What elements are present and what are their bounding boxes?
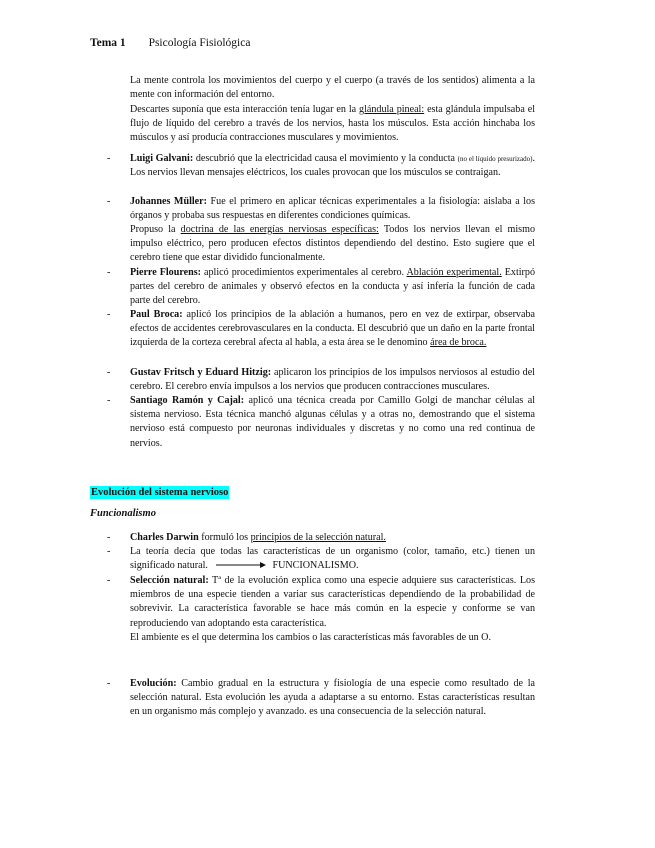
topic-title: Psicología Fisiológica	[148, 37, 251, 49]
topic-number: Tema 1	[90, 37, 126, 49]
item-text: Extirpó partes del cerebro de animales y observó efectos en la conducta y así infería la función de cada parte del cerebro.	[130, 267, 536, 307]
scientist-name: Johannes Müller:	[130, 196, 208, 207]
list-item-fritsch-hitzig	[130, 366, 535, 394]
glandula-pineal-term: glándula pineal:	[359, 104, 425, 115]
list-item-flourens	[130, 266, 535, 309]
item-text: Propuso la	[130, 224, 181, 235]
area-broca-term: área de broca.	[430, 337, 487, 349]
list-item-teoria	[130, 545, 535, 573]
intro-text: esta glándula impulsaba el flujo de líquido del cerebro a través de los nervios, hasta los músculos. Esta acción hinchaba los músculos y así producía contracciones musculares y movimientos.	[130, 104, 536, 144]
intro-text: Descartes suponía que esta interacción tenía lugar en la	[130, 104, 360, 115]
bullet-dash: -	[107, 267, 111, 278]
intro-paragraph-2	[130, 103, 535, 146]
list-item-darwin	[130, 531, 535, 545]
seleccion-natural-term: principios de la selección natural.	[250, 532, 386, 543]
bullet-dash: -	[107, 395, 111, 406]
page-header	[90, 37, 250, 49]
bullet-dash: -	[107, 196, 111, 207]
doctrine-term: doctrina de las energías nerviosas específicas:	[180, 224, 379, 235]
item-text: aplicaron los principios de los impulsos nerviosos al estudio del cerebro. El cerebro envía impulsos a los nervios que producen contracciones musculares.	[130, 367, 535, 393]
subsection-title: Funcionalismo	[90, 508, 156, 519]
bullet-dash: -	[107, 153, 111, 164]
item-text: . Los nervios llevan mensajes eléctricos, los cuales provocan que los músculos se contraigan.	[130, 153, 535, 179]
scientist-name: Gustav Fritsch y Eduard Hitzig:	[130, 367, 272, 378]
bullet-dash: -	[107, 678, 111, 689]
item-note: (no el líquido presurizado)	[457, 155, 533, 163]
list-item-seleccion	[130, 574, 535, 631]
scientist-name: Santiago Ramón y Cajal:	[130, 395, 245, 406]
item-text: La teoría decía que todas las características de un organismo (color, tamaño, etc.) tienen un significado natural.	[130, 546, 535, 572]
list-item-muller-doctrine	[130, 223, 535, 266]
list-item-broca	[130, 308, 535, 351]
item-text: descubrió que la electricidad causa el movimiento y la conducta	[193, 153, 458, 164]
item-text: formuló los	[198, 532, 251, 543]
concept-name: Evolución:	[130, 678, 177, 689]
scientist-name: Luigi Galvani:	[130, 153, 194, 164]
list-item-seleccion-ambiente	[130, 631, 535, 645]
item-text: Fue el primero en aplicar técnicas experimentales a la fisiología: aislaba a los órganos y probaba sus respuestas en diferentes condiciones químicas.	[130, 196, 536, 222]
intro-paragraph-1	[130, 74, 535, 102]
bullet-dash: -	[107, 546, 111, 557]
list-item-evolucion	[130, 677, 535, 720]
scientist-name: Pierre Flourens:	[130, 267, 202, 278]
right-arrow-icon	[216, 561, 266, 569]
list-item-muller	[130, 195, 535, 223]
bullet-dash: -	[107, 309, 111, 320]
section-title: Evolución del sistema nervioso	[91, 487, 229, 498]
intro-text: La mente controla los movimientos del cuerpo y el cuerpo (a través de los sentidos) alimenta a la mente con información del entorno.	[130, 75, 535, 101]
scientist-name: Charles Darwin	[130, 532, 199, 543]
ablacion-term: Ablación experimental.	[406, 267, 502, 278]
funcionalismo-label: FUNCIONALISMO.	[272, 560, 359, 572]
list-item-cajal	[130, 394, 535, 451]
item-text: Tª de la evolución explica como una especie adquiere sus características. Los miembros de una especie tienden a variar sus características dependiendo de la probabilidad de sobrevivir. La característica favorable se hace más común en la especie y conforme se van reproduciendo van adoptando esta característica.	[130, 575, 535, 629]
concept-name: Selección natural:	[130, 575, 209, 586]
bullet-dash: -	[107, 532, 111, 543]
item-text: El ambiente es el que determina los cambios o las características más favorables de un O.	[130, 632, 491, 643]
item-text: Todos los nervios llevan el mismo impulso eléctrico, pero producen efectos distintos dependiendo del destino. Esto sugiere que el cerebro tiene que estar dividido funcionalmente.	[130, 224, 535, 264]
item-text: Cambio gradual en la estructura y fisiología de una especie como resultado de la selección natural. Esta evolución les ayuda a adaptarse a su entorno. Estas características resultan en un organismo más complejo y avanzado. es una consecuencia de la selección natural.	[130, 678, 535, 718]
item-text: aplicó procedimientos experimentales al cerebro.	[201, 267, 407, 278]
item-text: aplicó una técnica creada por Camillo Golgi de manchar células al sistema nervioso. Esta técnica manchó algunas células y a otras no, demostrando que el sistema nervioso está compuesto por neuronas individuales y discretas y no como una red continua de nervios.	[130, 395, 535, 449]
scientist-name: Paul Broca:	[130, 309, 183, 320]
list-item-galvani	[130, 152, 535, 180]
bullet-dash: -	[107, 575, 111, 586]
bullet-dash: -	[107, 367, 111, 378]
item-text: aplicó los principios de la ablación a humanos, pero en vez de extirpar, observaba efectos de accidentes cerebrovasculares en la conducta. El descubrió que un daño en la parte frontal izquierda de la corteza cerebral afecta al habla, a esta área se le denomino	[130, 309, 535, 349]
